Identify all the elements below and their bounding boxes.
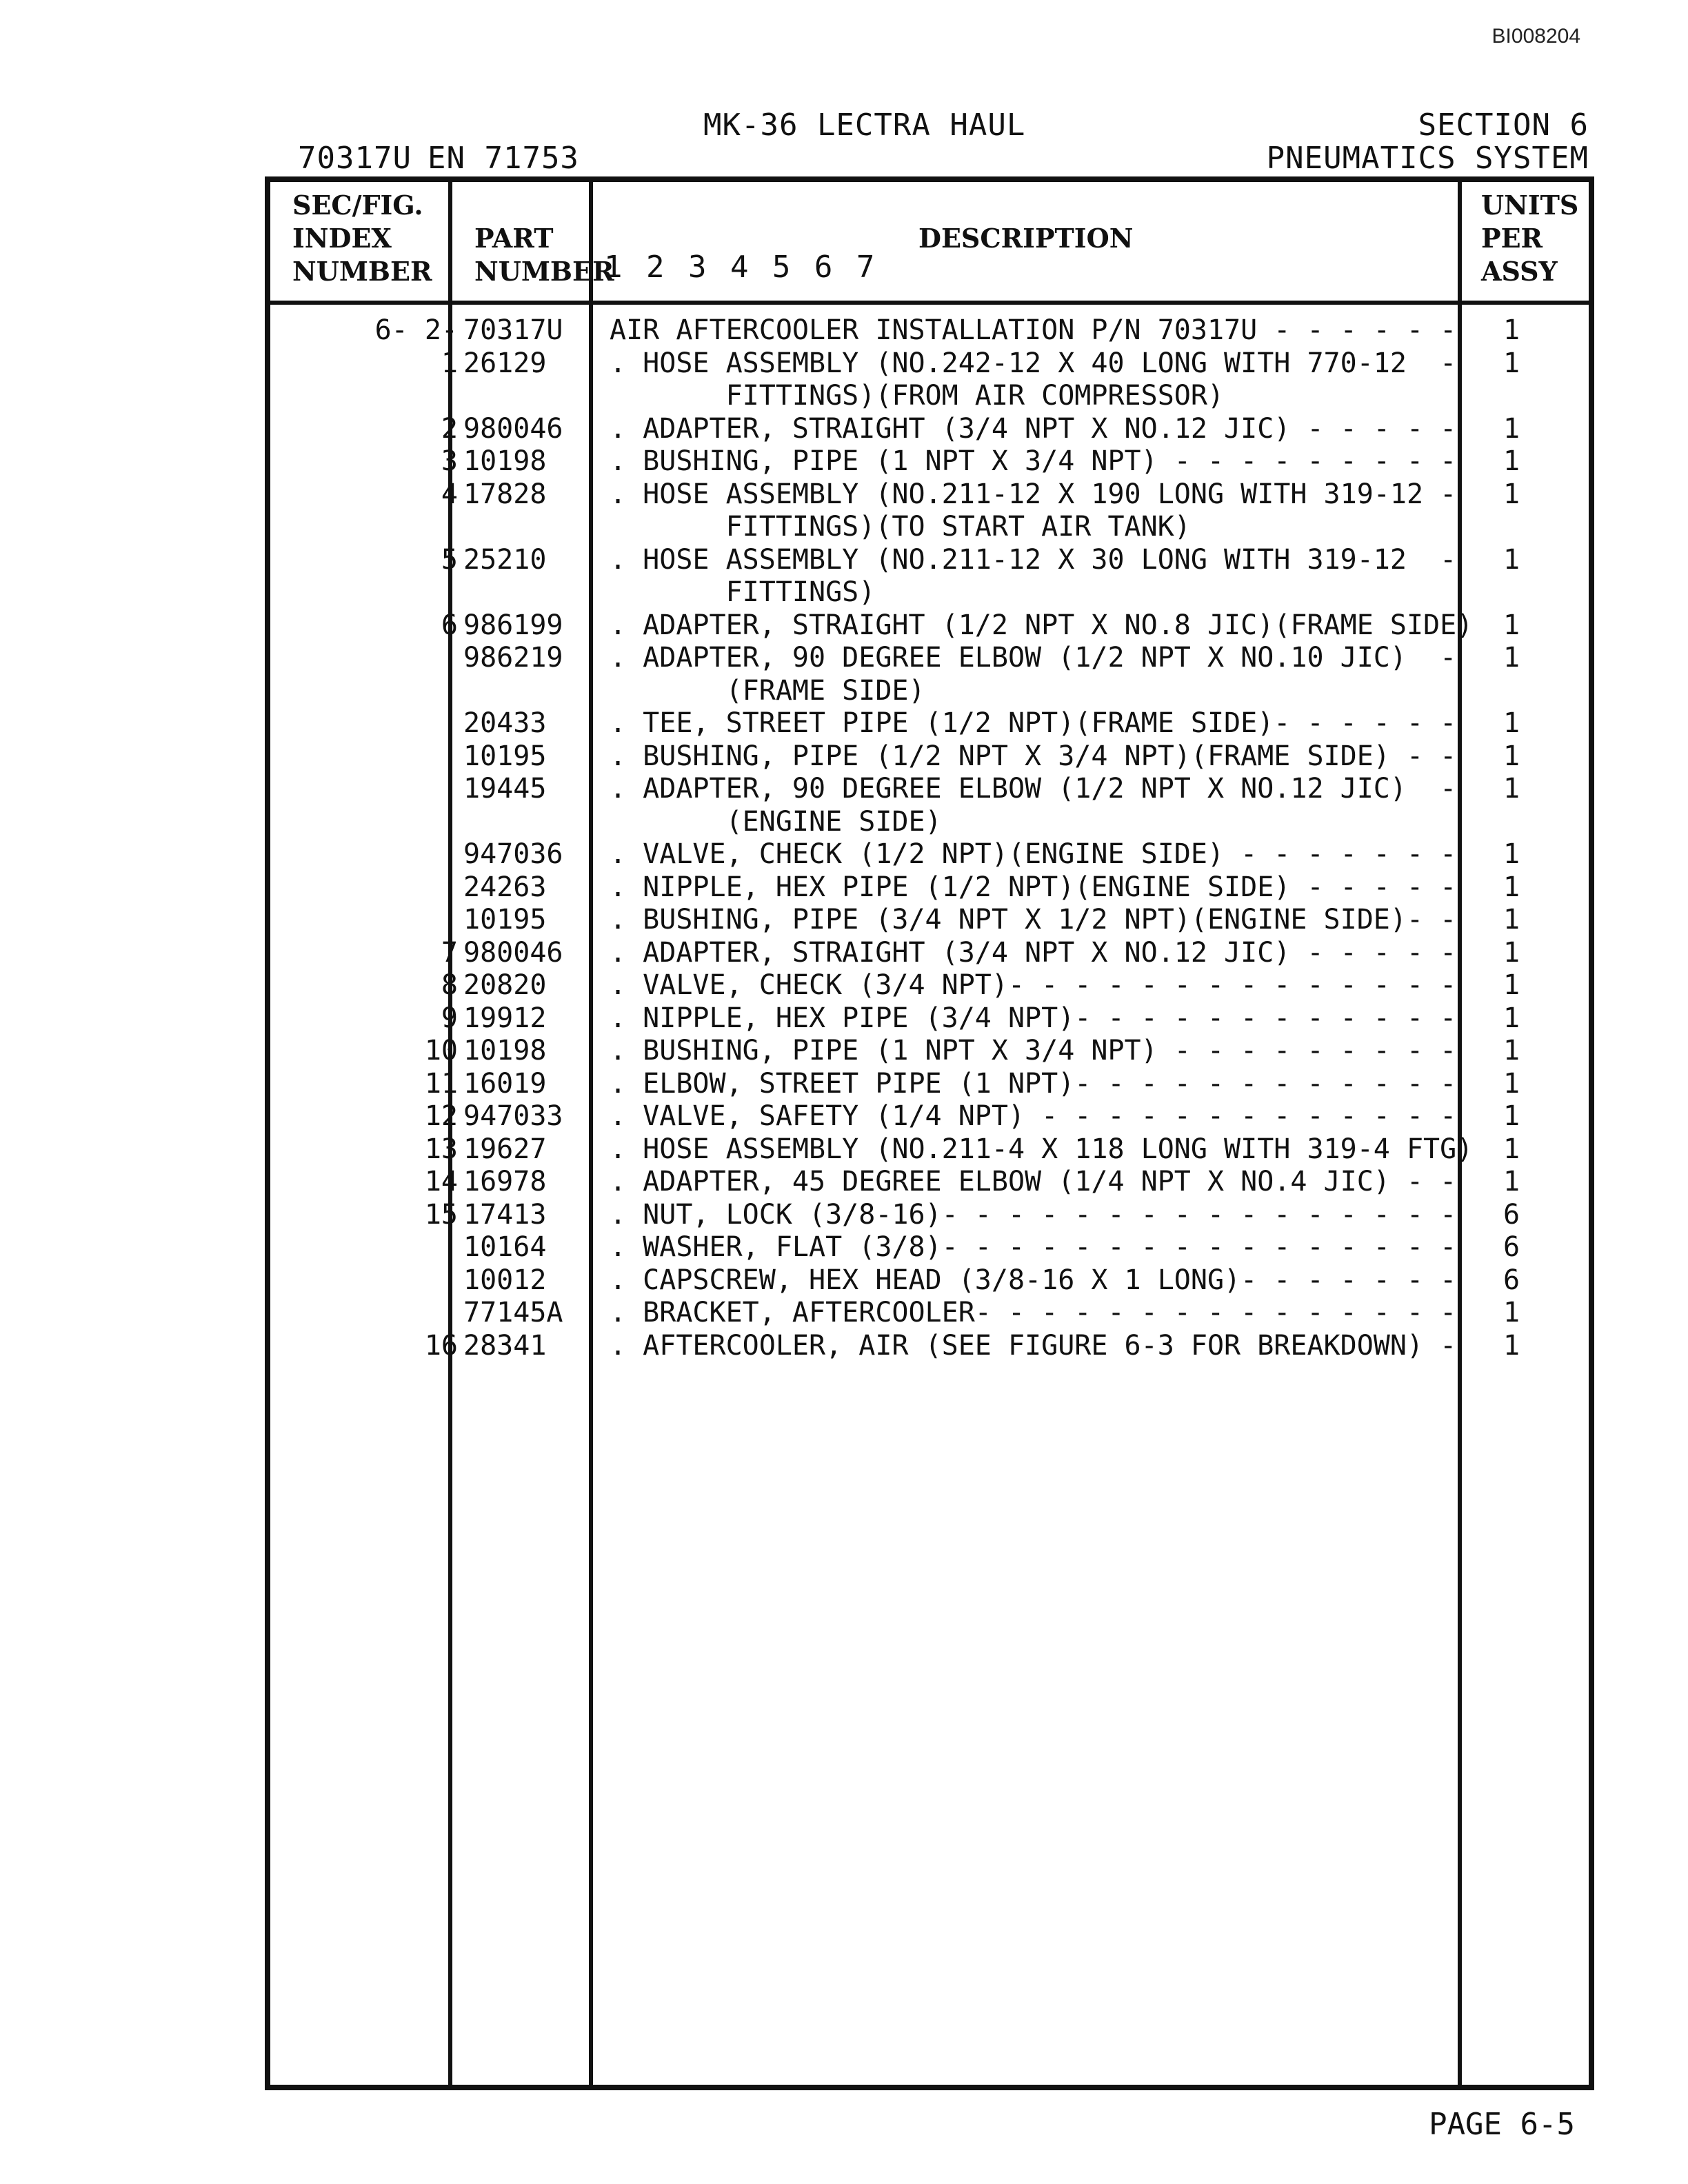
part-number-cell: 947036 <box>463 838 563 870</box>
table-row <box>270 413 1589 445</box>
units-per-assy-cell: 1 <box>1503 904 1520 936</box>
description-cell: AIR AFTERCOOLER INSTALLATION P/N 70317U - - - - - - <box>610 314 1457 346</box>
description-cell: . AFTERCOOLER, AIR (SEE FIGURE 6-3 FOR BREAKDOWN) - <box>610 1329 1457 1362</box>
part-number-cell: 19912 <box>463 1002 547 1034</box>
units-per-assy-cell: 1 <box>1503 1100 1520 1132</box>
table-row <box>270 937 1589 969</box>
table-row <box>270 511 1589 543</box>
table-row <box>270 478 1589 511</box>
table-row <box>270 576 1589 609</box>
description-cell: (ENGINE SIDE) <box>610 805 942 838</box>
part-number-cell: 980046 <box>463 412 563 445</box>
part-number-cell: 24263 <box>463 871 547 903</box>
units-per-assy-cell: 1 <box>1503 1297 1520 1328</box>
part-number-cell: 20820 <box>463 969 547 1001</box>
units-per-assy-cell: 1 <box>1503 936 1520 969</box>
description-cell: . ADAPTER, 90 DEGREE ELBOW (1/2 NPT X NO.12 JIC) - <box>610 773 1457 805</box>
index-number-cell: 6 <box>441 609 458 641</box>
table-row <box>270 445 1589 478</box>
description-cell: . VALVE, SAFETY (1/4 NPT) - - - - - - - - - - - - - <box>610 1100 1457 1132</box>
units-per-assy-cell: 1 <box>1503 969 1520 1001</box>
en-number: EN 71753 <box>428 141 579 176</box>
table-row <box>270 1231 1589 1264</box>
description-cell: . BUSHING, PIPE (3/4 NPT X 1/2 NPT)(ENGINE SIDE)- - <box>610 904 1457 936</box>
index-number-cell: 2 <box>441 412 458 445</box>
part-number-cell: 17413 <box>463 1198 547 1231</box>
description-cell: . ADAPTER, STRAIGHT (1/2 NPT X NO.8 JIC)(FRAME SIDE) <box>610 609 1474 641</box>
description-cell: . ADAPTER, 90 DEGREE ELBOW (1/2 NPT X NO.10 JIC) - <box>610 642 1457 674</box>
table-row <box>270 1100 1589 1133</box>
description-cell: . ADAPTER, 45 DEGREE ELBOW (1/4 NPT X NO.4 JIC) - - <box>610 1166 1457 1197</box>
section-label: SECTION 6 <box>1418 108 1589 143</box>
units-per-assy-cell: 1 <box>1503 1035 1520 1066</box>
table-row <box>270 838 1589 871</box>
part-number-cell: 10198 <box>463 445 547 477</box>
table-row <box>270 1199 1589 1231</box>
part-number-cell: 947033 <box>463 1100 563 1132</box>
description-cell: . VALVE, CHECK (1/2 NPT)(ENGINE SIDE) - - - - - - - <box>610 838 1457 870</box>
description-cell: . ADAPTER, STRAIGHT (3/4 NPT X NO.12 JIC) - - - - - <box>610 412 1457 445</box>
index-number-cell: 15 <box>424 1198 458 1231</box>
description-cell: . HOSE ASSEMBLY (NO.211-4 X 118 LONG WITH 319-4 FTG) <box>610 1133 1474 1165</box>
system-label: PNEUMATICS SYSTEM <box>1266 141 1589 176</box>
table-row <box>270 969 1589 1002</box>
description-cell: . HOSE ASSEMBLY (NO.211-12 X 30 LONG WITH 319-12 - <box>610 543 1457 576</box>
table-row <box>270 1133 1589 1166</box>
document-reference-code: BI008204 <box>1491 25 1580 48</box>
units-per-assy-cell: 1 <box>1503 773 1520 805</box>
units-per-assy-cell: 1 <box>1503 1166 1520 1197</box>
header-indent-digits: 1 2 3 4 5 6 7 <box>604 250 878 285</box>
description-cell: . WASHER, FLAT (3/8)- - - - - - - - - - - - - - - - <box>610 1231 1457 1263</box>
table-row <box>270 1166 1589 1198</box>
units-per-assy-cell: 1 <box>1503 642 1520 674</box>
table-row <box>270 675 1589 707</box>
description-cell: . TEE, STREET PIPE (1/2 NPT)(FRAME SIDE)- - - - - - <box>610 707 1457 739</box>
table-row <box>270 740 1589 773</box>
table-row <box>270 380 1589 412</box>
table-row <box>270 806 1589 838</box>
description-cell: . HOSE ASSEMBLY (NO.211-12 X 190 LONG WITH 319-12 - <box>610 478 1457 510</box>
part-number-cell: 10164 <box>463 1231 547 1263</box>
units-per-assy-cell: 1 <box>1503 1067 1520 1100</box>
part-number-cell: 16978 <box>463 1166 547 1197</box>
part-number-cell: 19627 <box>463 1133 547 1165</box>
units-per-assy-cell: 1 <box>1503 347 1520 379</box>
description-cell: . ADAPTER, STRAIGHT (3/4 NPT X NO.12 JIC) - - - - - <box>610 936 1457 969</box>
description-cell: . BRACKET, AFTERCOOLER- - - - - - - - - - - - - - - <box>610 1297 1457 1328</box>
index-number-cell: 5 <box>441 543 458 576</box>
units-per-assy-cell: 1 <box>1503 478 1520 510</box>
units-per-assy-cell: 1 <box>1503 707 1520 739</box>
units-per-assy-cell: 1 <box>1503 314 1520 346</box>
document-title: MK-36 LECTRA HAUL <box>703 108 1026 143</box>
description-cell: . CAPSCREW, HEX HEAD (3/8-16 X 1 LONG)- - - - - - - <box>610 1264 1457 1296</box>
description-cell: FITTINGS)(TO START AIR TANK) <box>610 511 1191 543</box>
index-number-cell: 11 <box>424 1067 458 1100</box>
part-number-cell: 10195 <box>463 904 547 936</box>
units-per-assy-cell: 1 <box>1503 412 1520 445</box>
index-number-cell: 6- 2- <box>374 314 458 346</box>
kit-number: 70317U <box>298 141 412 176</box>
header-units-per-assy: UNITS PER ASSY <box>1481 190 1579 287</box>
part-number-cell: 16019 <box>463 1067 547 1100</box>
index-number-cell: 13 <box>424 1133 458 1165</box>
description-cell: FITTINGS) <box>610 576 876 608</box>
table-row <box>270 609 1589 642</box>
units-per-assy-cell: 1 <box>1503 609 1520 641</box>
description-cell: . BUSHING, PIPE (1/2 NPT X 3/4 NPT)(FRAME SIDE) - - <box>610 740 1457 772</box>
table-row <box>270 707 1589 740</box>
part-number-cell: 25210 <box>463 543 547 576</box>
description-cell: . NUT, LOCK (3/8-16)- - - - - - - - - - - - - - - - <box>610 1198 1457 1231</box>
part-number-cell: 10195 <box>463 740 547 772</box>
part-number-cell: 10012 <box>463 1264 547 1296</box>
header-divider <box>270 301 1589 305</box>
description-cell: (FRAME SIDE) <box>610 674 925 707</box>
header-part-number: PART NUMBER <box>474 223 614 287</box>
table-row <box>270 1264 1589 1297</box>
index-number-cell: 9 <box>441 1002 458 1034</box>
table-row <box>270 871 1589 904</box>
table-row <box>270 773 1589 805</box>
description-cell: . NIPPLE, HEX PIPE (3/4 NPT)- - - - - - - - - - - - <box>610 1002 1457 1034</box>
index-number-cell: 16 <box>424 1329 458 1362</box>
header-index-number: SEC/FIG. INDEX NUMBER <box>292 190 432 287</box>
part-number-cell: 26129 <box>463 347 547 379</box>
description-cell: . BUSHING, PIPE (1 NPT X 3/4 NPT) - - - - - - - - - <box>610 445 1457 477</box>
index-number-cell: 4 <box>441 478 458 510</box>
units-per-assy-cell: 1 <box>1503 543 1520 576</box>
index-number-cell: 10 <box>424 1035 458 1066</box>
table-row <box>270 904 1589 936</box>
part-number-cell: 986219 <box>463 642 563 674</box>
table-row <box>270 314 1589 347</box>
description-cell: . HOSE ASSEMBLY (NO.242-12 X 40 LONG WITH 770-12 - <box>610 347 1457 379</box>
units-per-assy-cell: 1 <box>1503 1329 1520 1362</box>
index-number-cell: 7 <box>441 936 458 969</box>
description-cell: . NIPPLE, HEX PIPE (1/2 NPT)(ENGINE SIDE) - - - - - <box>610 871 1457 903</box>
part-number-cell: 980046 <box>463 936 563 969</box>
part-number-cell: 20433 <box>463 707 547 739</box>
part-number-cell: 19445 <box>463 773 547 805</box>
table-row <box>270 544 1589 576</box>
units-per-assy-cell: 1 <box>1503 838 1520 870</box>
description-cell: . VALVE, CHECK (3/4 NPT)- - - - - - - - - - - - - - <box>610 969 1457 1001</box>
table-row <box>270 1002 1589 1035</box>
part-number-cell: 986199 <box>463 609 563 641</box>
units-per-assy-cell: 1 <box>1503 740 1520 772</box>
index-number-cell: 3 <box>441 445 458 477</box>
units-per-assy-cell: 6 <box>1503 1198 1520 1231</box>
table-row <box>270 347 1589 380</box>
units-per-assy-cell: 1 <box>1503 1002 1520 1034</box>
page-number: PAGE 6-5 <box>1429 2107 1575 2142</box>
description-cell: . BUSHING, PIPE (1 NPT X 3/4 NPT) - - - - - - - - - <box>610 1035 1457 1066</box>
parts-list-table <box>265 176 1594 2090</box>
index-number-cell: 12 <box>424 1100 458 1132</box>
header-description: DESCRIPTION <box>918 223 1134 254</box>
units-per-assy-cell: 1 <box>1503 871 1520 903</box>
part-number-cell: 28341 <box>463 1329 547 1362</box>
table-row <box>270 1297 1589 1329</box>
units-per-assy-cell: 6 <box>1503 1231 1520 1263</box>
part-number-cell: 77145A <box>463 1297 563 1328</box>
part-number-cell: 17828 <box>463 478 547 510</box>
units-per-assy-cell: 1 <box>1503 1133 1520 1165</box>
index-number-cell: 1 <box>441 347 458 379</box>
description-cell: . ELBOW, STREET PIPE (1 NPT)- - - - - - - - - - - - <box>610 1067 1457 1100</box>
part-number-cell: 70317U <box>463 314 563 346</box>
index-number-cell: 14 <box>424 1166 458 1197</box>
part-number-cell: 10198 <box>463 1035 547 1066</box>
table-row <box>270 1035 1589 1067</box>
units-per-assy-cell: 1 <box>1503 445 1520 477</box>
description-cell: FITTINGS)(FROM AIR COMPRESSOR) <box>610 380 1225 412</box>
units-per-assy-cell: 6 <box>1503 1264 1520 1296</box>
table-row <box>270 642 1589 674</box>
table-row <box>270 1330 1589 1362</box>
index-number-cell: 8 <box>441 969 458 1001</box>
table-row <box>270 1068 1589 1100</box>
